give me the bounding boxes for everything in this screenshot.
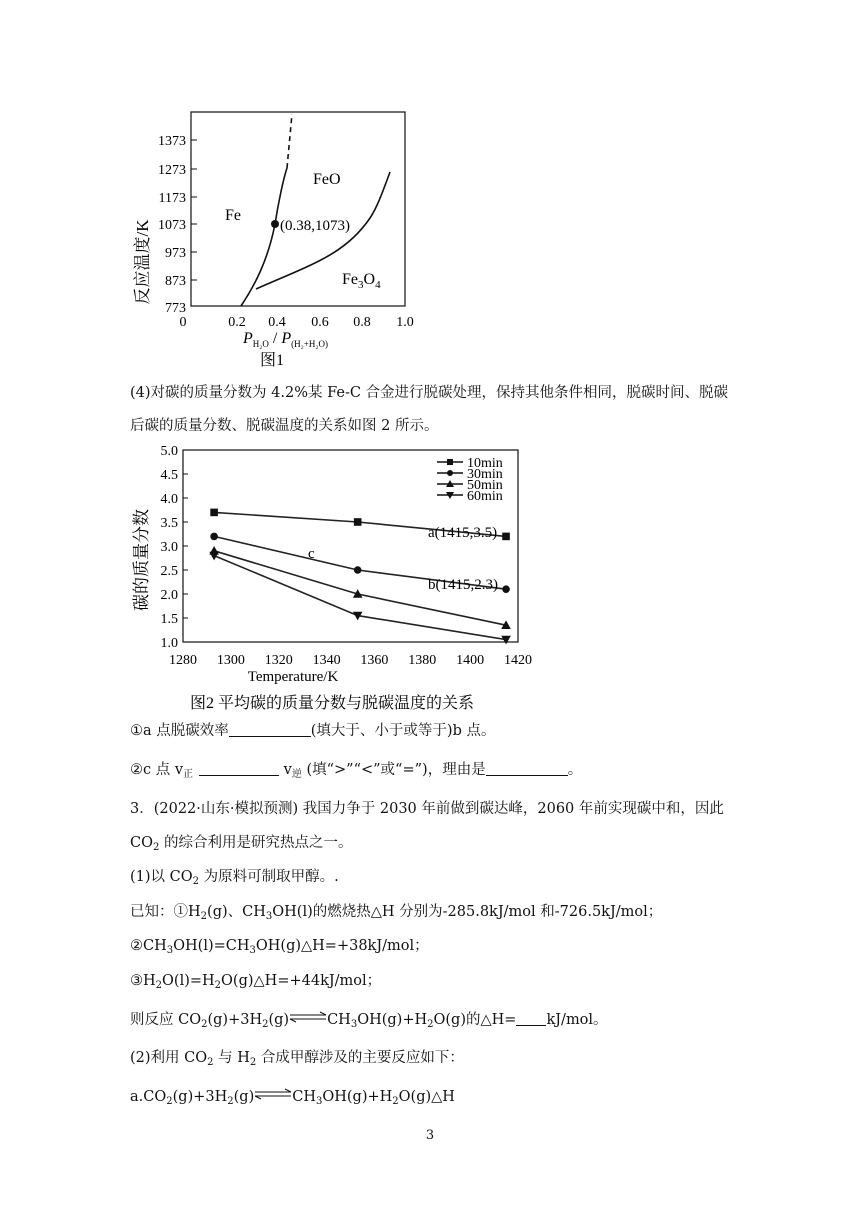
fig1-ytick: 1173 — [158, 191, 186, 206]
chart-ytick-label: 3.0 — [160, 540, 178, 555]
equilibrium-arrow-icon — [254, 1088, 292, 1100]
chart-ytick-label: 5.0 — [160, 444, 178, 459]
data-point-10min — [502, 533, 510, 541]
legend-label: 50min — [467, 478, 503, 493]
chart-ytick-label: 2.5 — [160, 564, 178, 579]
fig1-ylabel: 反应温度/K — [133, 219, 152, 305]
chart-caption: 图2 平均碳的质量分数与脱碳温度的关系 — [190, 695, 475, 712]
chart-xticks — [169, 653, 532, 668]
chart-xtick-label: 1300 — [216, 653, 245, 668]
fig1-ytick: 1373 — [158, 134, 186, 149]
chart-xtick-label: 1360 — [360, 653, 389, 668]
annotation-c: c — [308, 546, 315, 562]
region-fe3o4-label: $Fe_3O_4$ — [342, 271, 381, 291]
paragraph-4-line2: 后碳的质量分数、脱碳温度的关系如图 2 所示。 — [130, 418, 439, 434]
annotation-b: b(1415,2.3) — [428, 577, 498, 593]
fig1-xtick: 0.6 — [311, 315, 329, 330]
data-point-10min — [210, 509, 218, 517]
answer-blank-4[interactable] — [516, 1011, 546, 1026]
fig1-xtick: 0.2 — [228, 315, 246, 330]
part-2-intro: (2)利用 $CO_2$ 与 $H_2$ 合成甲醇涉及的主要反应如下： — [130, 1050, 464, 1068]
fig1-ytick: 873 — [165, 274, 186, 289]
fig1-xtick: 0.8 — [353, 315, 371, 330]
question-1: ①a 点脱碳效率 (填大于、小于或等于)b 点。 — [130, 723, 496, 739]
data-point-10min — [354, 518, 362, 526]
chart-xlabel: Temperature/K — [247, 669, 339, 685]
fig1-xtick: 0 — [179, 315, 187, 330]
fig1-ytick: 773 — [165, 301, 186, 316]
triple-point-marker — [271, 220, 279, 228]
reaction-question: 则反应 $CO_2(g)+3H_2(g)$ $CH_3OH(g)+H_2O(g)$的△H= kJ/mol。 — [130, 1012, 608, 1030]
chart-ytick-label: 1.0 — [160, 636, 178, 651]
known-data-3: $③H_2O(l)=H_2O(g)\triangle H=+44kJ$/mol； — [130, 973, 382, 991]
page-number: 3 — [425, 1128, 435, 1143]
chart-ytick-label: 2.0 — [160, 588, 178, 603]
fig1-xtick: 0.4 — [268, 315, 286, 330]
chart-legend — [437, 456, 503, 504]
data-point-60min — [501, 636, 511, 645]
answer-blank-1[interactable] — [229, 722, 311, 737]
question-3-line1: 3．(2022·山东·模拟预测) 我国力争于 2030 年前做到碳达峰，2060 年前实现碳中和，因此 — [130, 801, 724, 817]
annotation-a: a(1415,3.5) — [428, 525, 498, 541]
legend-label: 30min — [467, 467, 503, 482]
fig1-ytick: 973 — [165, 246, 186, 261]
legend-marker — [447, 459, 453, 465]
reaction-a: $a.CO_2(g)+3H_2(g)$ $CH_3OH(g)+H_2O(g)\triangle H$ — [130, 1089, 455, 1107]
data-point-30min — [210, 533, 218, 541]
fig1-xticks — [180, 315, 414, 330]
data-point-30min — [354, 566, 362, 574]
fig1-caption: 图1 — [259, 352, 285, 369]
chart-xtick-label: 1280 — [169, 653, 197, 668]
legend-marker — [447, 470, 453, 476]
chart-xtick-label: 1420 — [504, 653, 532, 668]
chart-yticks — [161, 444, 189, 651]
part-1-intro: (1)以 $CO_2$ 为原料可制取甲醇。. — [130, 869, 339, 887]
figure-1-phase-diagram — [120, 100, 440, 375]
legend-label: 60min — [467, 489, 503, 504]
chart-ytick-label: 3.5 — [160, 516, 178, 531]
point-label: (0.38,1073) — [280, 218, 350, 234]
data-point-30min — [502, 585, 510, 593]
chart-ytick-label: 4.5 — [160, 468, 178, 483]
region-fe-label: Fe — [225, 207, 241, 224]
fig1-xlabel: $P_{H_2O} / P_{(H_2+H_2O)}$ — [243, 330, 328, 349]
chart-xtick-label: 1320 — [264, 653, 293, 668]
question-3-line2: $CO_2$ 的综合利用是研究热点之一。 — [130, 835, 353, 853]
chart-xtick-label: 1340 — [312, 653, 341, 668]
fig1-ytick: 1073 — [158, 218, 186, 233]
known-data-1: 已知：$①H_2(g)$、$CH_3OH(l)$的燃烧热△H 分别为-285.8kJ/mol 和-726.5kJ/mol； — [130, 904, 663, 922]
chart-ytick-label: 1.5 — [160, 612, 178, 627]
chart-xtick-label: 1400 — [456, 653, 485, 668]
paragraph-4-line1: (4)对碳的质量分数为 4.2%某 Fe-C 合金进行脱碳处理，保持其他条件相同，脱碳时间、脱碳 — [130, 385, 729, 401]
fig1-xtick: 1.0 — [396, 315, 414, 330]
fe-feo-boundary-dashed — [287, 114, 292, 168]
fig1-ytick: 1273 — [158, 163, 186, 178]
chart-xtick-label: 1380 — [408, 653, 437, 668]
known-data-2: $②CH_3OH(l)=CH_3OH(g)\triangle H=+38kJ$/mol； — [130, 938, 429, 956]
data-point-60min — [209, 552, 219, 561]
figure-2-chart — [125, 440, 545, 720]
answer-blank-2[interactable] — [199, 761, 279, 776]
answer-blank-3[interactable] — [486, 761, 568, 776]
equilibrium-arrow-icon — [289, 1011, 327, 1023]
chart-ylabel: 碳的质量分数 — [132, 509, 151, 611]
region-feo-label: FeO — [313, 171, 341, 188]
question-2: ②c 点 $v_正$ $v_逆$ (填“>”“<”或“=”)，理由是 。 — [130, 762, 583, 780]
chart-ytick-label: 4.0 — [160, 492, 178, 507]
legend-label: 10min — [467, 456, 503, 471]
